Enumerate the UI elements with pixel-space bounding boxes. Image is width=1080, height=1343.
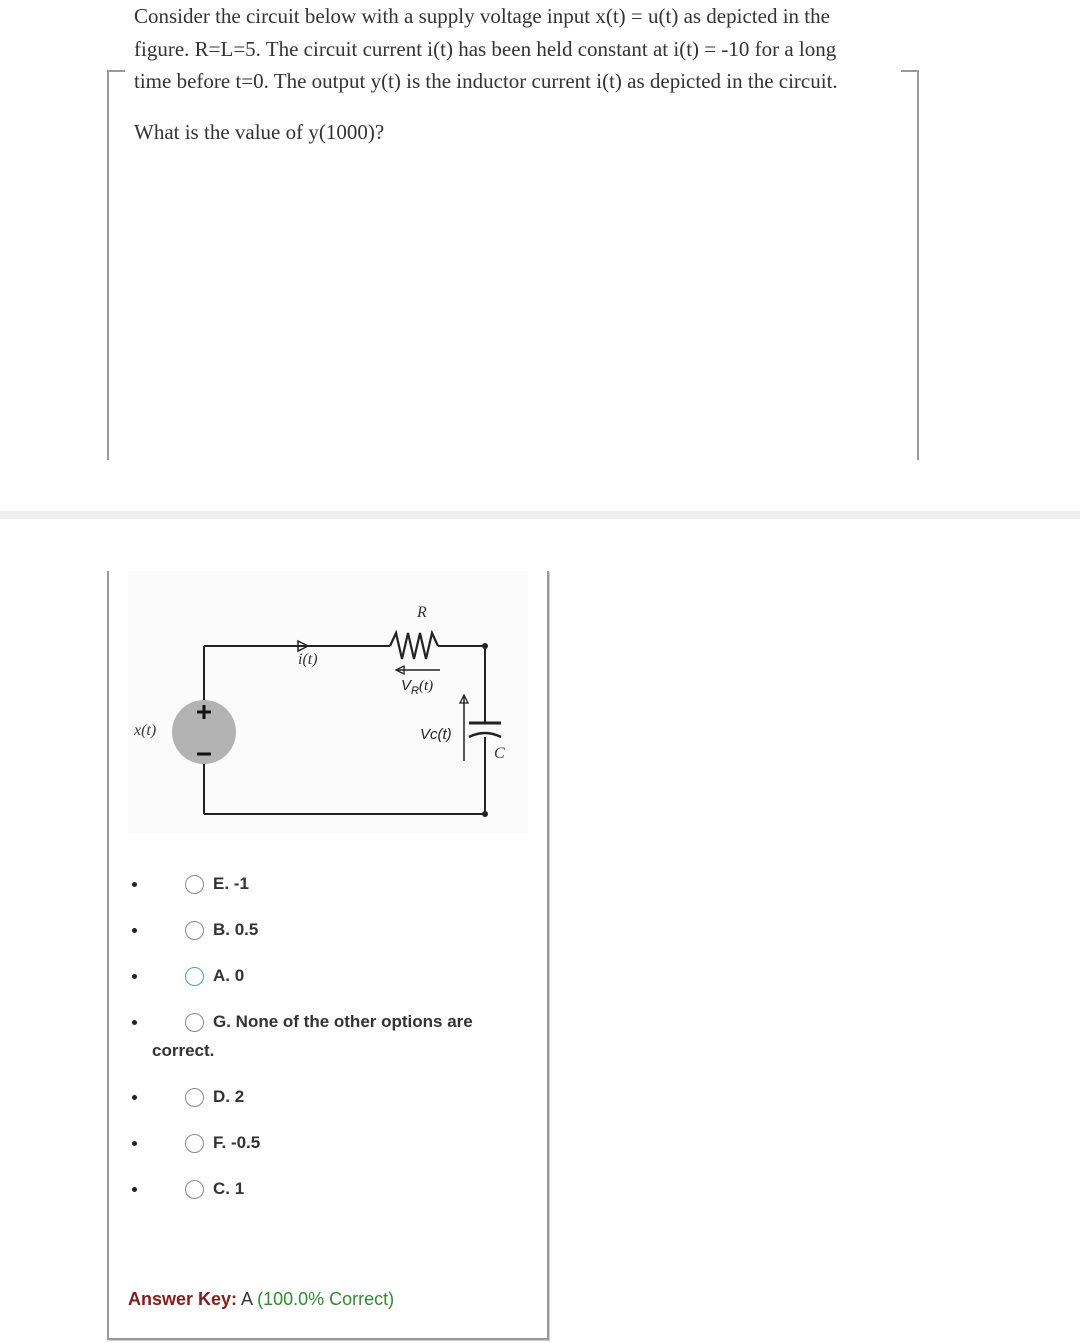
vr-label-sub: R xyxy=(411,685,419,697)
option-c[interactable] xyxy=(128,1174,528,1203)
radio-button[interactable] xyxy=(185,1088,204,1107)
capacitor-label: C xyxy=(494,745,505,762)
radio-button[interactable] xyxy=(185,875,204,894)
radio-button[interactable] xyxy=(185,1134,204,1153)
answer-key-value: A xyxy=(237,1289,258,1309)
resistor-symbol xyxy=(390,633,438,659)
option-label: F. -0.5 xyxy=(213,1133,261,1152)
option-d[interactable] xyxy=(128,1082,528,1111)
circuit-diagram xyxy=(128,571,528,833)
option-label: A. 0 xyxy=(213,966,245,985)
node-top-right xyxy=(482,643,488,649)
vc-label: Vc(t) xyxy=(420,726,452,743)
circuit-figure xyxy=(128,571,528,833)
answer-options xyxy=(128,869,528,1220)
option-b[interactable] xyxy=(128,915,528,944)
vr-label-main: V xyxy=(401,677,412,694)
node-bottom-right xyxy=(482,811,488,817)
resistor-label: R xyxy=(417,604,427,621)
question-line-2: figure. R=L=5. The circuit current i(t) has been held constant at i(t) = -10 for a long xyxy=(134,36,837,61)
box-corner-right xyxy=(901,70,917,72)
box-corner-left xyxy=(109,70,125,72)
option-a[interactable] xyxy=(128,961,528,990)
answer-key xyxy=(128,1289,394,1310)
current-label: i(t) xyxy=(298,651,318,668)
option-label-continued: correct. xyxy=(152,1041,215,1060)
option-label: B. 0.5 xyxy=(213,920,259,939)
radio-button[interactable] xyxy=(185,967,204,986)
answer-key-percent: (100.0% Correct) xyxy=(257,1289,395,1309)
option-e[interactable] xyxy=(128,869,528,898)
option-label: E. -1 xyxy=(213,874,249,893)
radio-button[interactable] xyxy=(185,921,204,940)
option-g[interactable] xyxy=(128,1007,528,1065)
bullet xyxy=(132,1141,137,1146)
vr-label xyxy=(401,678,433,697)
capacitor-plate-bottom xyxy=(469,733,501,737)
option-f[interactable] xyxy=(128,1128,528,1157)
answer-key-label: Answer Key: xyxy=(128,1289,238,1309)
source-label: x(t) xyxy=(134,722,157,739)
bullet xyxy=(132,1187,137,1192)
radio-button[interactable] xyxy=(185,1180,204,1199)
option-label: G. None of the other options are xyxy=(213,1012,473,1031)
question-line-3: time before t=0. The output y(t) is the inductor current i(t) as depicted in the circuit. xyxy=(134,69,838,93)
question-ask: What is the value of y(1000)? xyxy=(134,120,385,144)
bullet xyxy=(132,1095,137,1100)
section-divider xyxy=(0,511,1080,519)
question-line-1: Consider the circuit below with a supply voltage input x(t) = u(t) as depicted in the xyxy=(134,4,830,28)
option-label: C. 1 xyxy=(213,1179,245,1198)
bullet xyxy=(132,974,137,979)
bullet xyxy=(132,928,137,933)
radio-button[interactable] xyxy=(185,1013,204,1032)
bullet xyxy=(132,1020,137,1025)
bullet xyxy=(132,882,137,887)
question-text xyxy=(134,0,894,98)
option-label: D. 2 xyxy=(213,1087,245,1106)
vr-label-tail: (t) xyxy=(418,678,434,694)
